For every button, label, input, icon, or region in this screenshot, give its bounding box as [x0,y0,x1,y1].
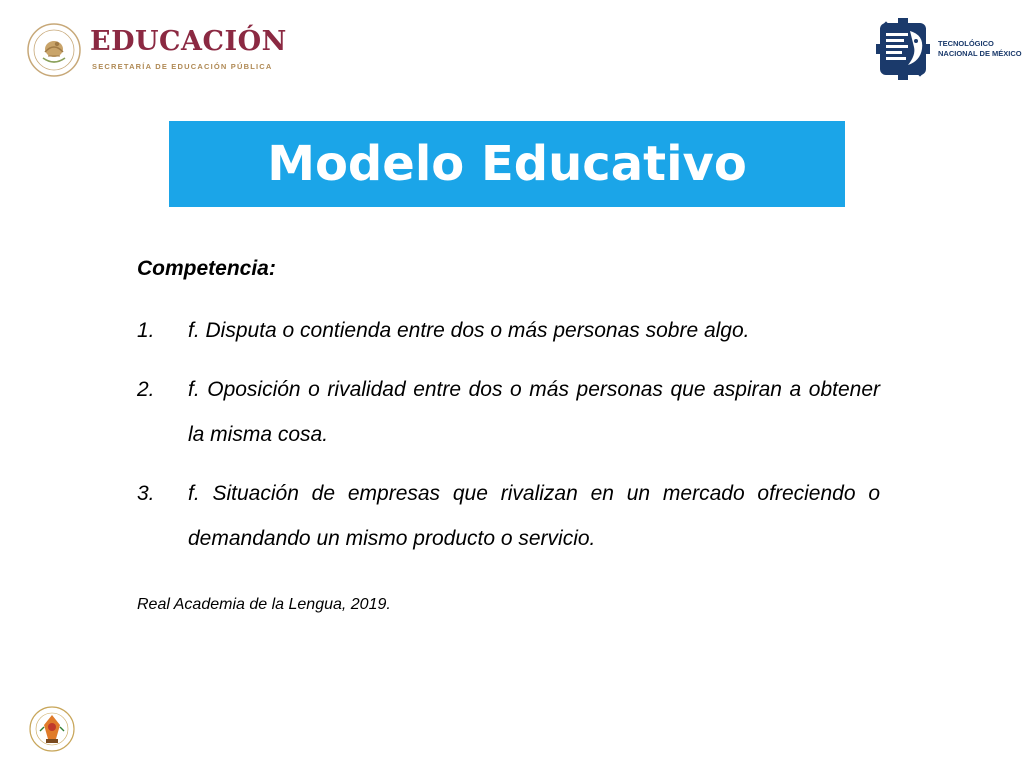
tecnm-gear-eagle-icon [876,17,938,81]
sep-subtitle: SECRETARÍA DE EDUCACIÓN PÚBLICA [92,62,273,71]
sep-logo [26,22,296,80]
reference-citation: Real Academia de la Lengua, 2019. [137,596,391,613]
tecnm-logo [876,17,1022,81]
definition-item [137,367,880,457]
definition-item [137,308,880,353]
definition-number: 3. [137,482,155,505]
slide-title: Modelo Educativo [267,136,747,192]
definition-text: f. Situación de empresas que rivalizan en un mercado ofreciendo o demandando un mismo producto o servicio. [188,482,880,550]
tecnm-text [938,39,1022,59]
definition-text: f. Oposición o rivalidad entre dos o más personas que aspiran a obtener la misma cosa. [188,378,880,446]
tecnm-line2: NACIONAL DE MÉXICO [938,49,1022,58]
tecnm-line1: TECNOLÓGICO [938,39,994,48]
definition-number: 2. [137,378,155,401]
subheading: Competencia: [137,257,276,280]
definition-number: 1. [137,319,155,342]
definition-item [137,471,880,561]
content-body [137,252,880,617]
definition-text: f. Disputa o contienda entre dos o más personas sobre algo. [188,319,750,342]
national-seal-icon [26,22,82,78]
institution-stamp-icon [28,705,76,753]
sep-title: EDUCACIÓN [90,26,287,57]
title-banner [169,121,845,207]
definition-list [137,308,880,561]
